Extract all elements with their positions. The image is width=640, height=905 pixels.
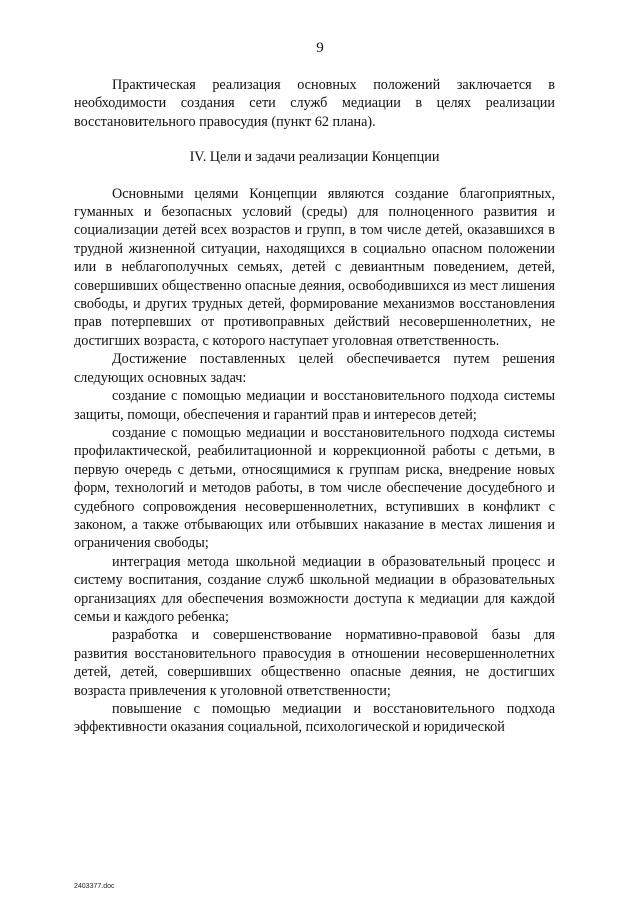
section-heading: IV. Цели и задачи реализации Концепции [189,149,440,166]
tasks-intro-paragraph: Достижение поставленных целей обеспечивается путем решения следующих основных задач: [74,351,555,386]
document-body [74,76,555,737]
task-item-legal-framework: разработка и совершенствование нормативно-правовой базы для развития восстановительного правосудия в отношении несовершеннолетних детей, детей, совершивших общественно опасные деяния, не достигших возраста привлечения к уголовной ответственности; [74,627,555,699]
task-item-efficiency: повышение с помощью медиации и восстановительного подхода эффективности оказания социальной, психологической и юридической [74,701,555,736]
intro-paragraph: Практическая реализация основных положений заключается в необходимости создания сети служб медиации в целях реализации восстановительного правосудия (пункт 62 плана). [74,77,555,130]
goals-paragraph: Основными целями Концепции являются создание благоприятных, гуманных и безопасных условий (среды) для полноценного развития и социализации детей всех возрастов и групп, в том числе детей, оказавшихся в трудной жизненной ситуации, находящихся в социально опасном положении или в неблагополучных семьях, детей с девиантным поведением, детей, совершивших общественно опасные деяния, освободившихся из мест лишения свободы, и других трудных детей, формирование механизмов восстановления прав потерпевших от противоправных действий несовершеннолетних, не достигших возраста, с которого наступает уголовная ответственность. [74,185,555,349]
footer-file-code: 2403377.doc [74,883,115,890]
task-item-school-mediation: интеграция метода школьной медиации в образовательный процесс и систему воспитания, создание служб школьной медиации в образовательных организациях для обеспечения возможности доступа к медиации для каждой семьи и каждого ребенка; [74,553,555,625]
task-item-prevention-system: создание с помощью медиации и восстановительного подхода системы профилактической, реабилитационной и коррекционной работы с детьми, в первую очередь с детьми, относящимися к группам риска, внедрение новых форм, технологий и методов работы, в том числе обеспечение досудебного и судебного сопровождения несовершеннолетних, вступивших в конфликт с законом, а также отбывающих или отбывших наказание в местах лишения и ограничения свободы; [74,424,555,552]
page-number: 9 [316,40,324,56]
task-item-rights-protection: создание с помощью медиации и восстановительного подхода системы защиты, помощи, обеспечения и гарантий прав и интересов детей; [74,388,555,423]
